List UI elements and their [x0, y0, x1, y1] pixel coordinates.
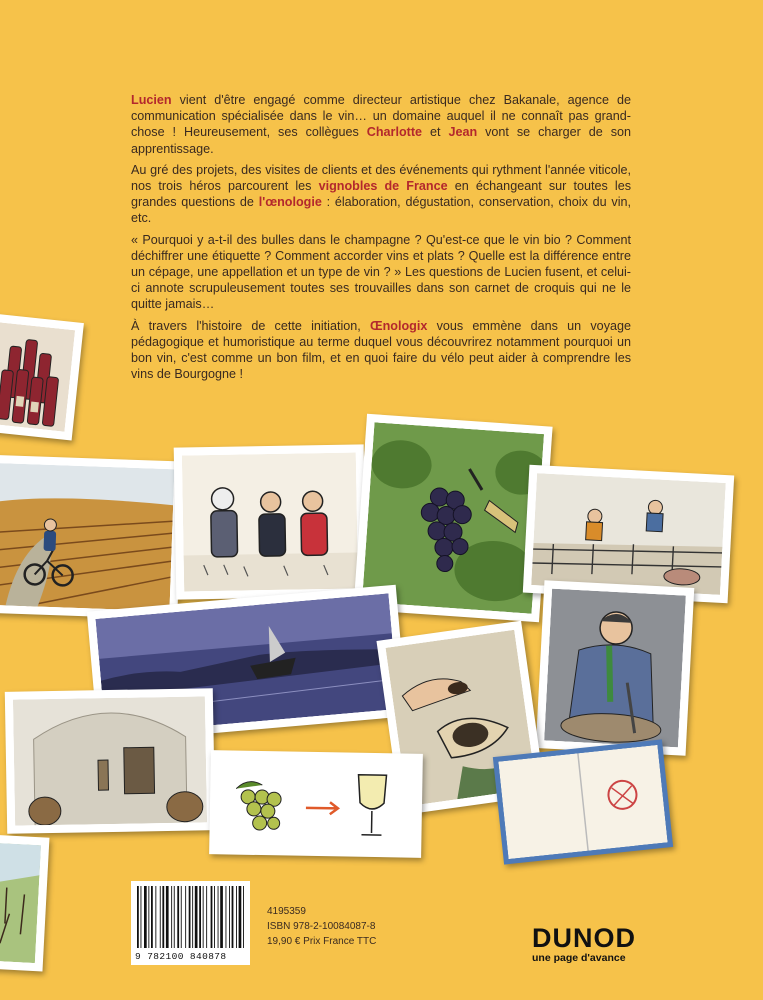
- blurb-paragraph-4: [131, 318, 631, 383]
- blurb-text: vous emmène dans un voyage pédagogique et humoristique au terme duquel vous découvrirez notamment pourquoi un bon vin, c'est comme un bon film, et en quoi faire du vélo peut aider à comprendre les vins de Bourgogne !: [131, 318, 631, 382]
- blurb-text: Au gré des projets, des visites de clients et des événements qui rythment l'année viticole, nos trois héros parcourent les: [131, 162, 631, 194]
- panel-wine-tasting: [174, 444, 367, 599]
- name-charlotte: Charlotte: [366, 125, 423, 140]
- product-reference: 4195359: [267, 906, 306, 917]
- blurb-paragraph-1: [131, 92, 631, 157]
- grape-arrow-glass-illustration: [217, 758, 415, 849]
- orchard-illustration: [0, 843, 41, 963]
- publisher-logo: [532, 923, 636, 964]
- blurb-text: : élaboration, dégustation, conservation, choix du vin, etc.: [131, 195, 631, 226]
- name-jean: Jean: [448, 125, 478, 140]
- panel-orchard: [0, 834, 49, 971]
- panel-wine-bottles: [0, 314, 84, 441]
- panel-wine-cellar: [5, 688, 215, 834]
- tasting-illustration: [182, 452, 358, 591]
- cellar-illustration: [13, 696, 207, 825]
- publisher-tagline: une page d'avance: [532, 952, 626, 964]
- barrel-illustration: [544, 589, 686, 748]
- highlight-oenologie: l'œnologie: [258, 195, 322, 210]
- name-lucien: Lucien: [131, 93, 172, 107]
- panel-cyclist-vineyard: [0, 455, 183, 620]
- blurb-text: vient d'être engagé comme directeur artistique chez Bakanale, agence de communication spécialisée dans le vin… un domaine auquel il ne connaît pas grand-chose ! Heureusement, ses collègues: [131, 93, 631, 140]
- barcode-bars: [136, 886, 245, 948]
- blurb-text: À travers l'histoire de cette initiation,: [131, 318, 371, 333]
- barcode: [131, 881, 250, 965]
- isbn: ISBN 978-2-10084087-8: [267, 921, 376, 932]
- barcode-number: 9 782100 840878: [135, 951, 227, 962]
- panel-notebook: [493, 739, 673, 864]
- book-info: [267, 904, 376, 949]
- cyclist-illustration: [0, 463, 174, 611]
- highlight-vignobles: vignobles de France: [318, 179, 448, 194]
- blurb-paragraph-3: « Pourquoi y a-t-il des bulles dans le champagne ? Qu'est-ce que le vin bio ? Comment déchiffrer une étiquette ? Comment accorder vins et plats ? Quelle est la différence entre un cépage, une appellation et un type de vin ? » Les questions de Lucien fusent, et celui-ci annote scrupuleusement toutes ses trouvailles dans son carnet de croquis qui ne le quitte jamais…: [131, 232, 631, 312]
- blurb-text: en échangeant sur toutes les grandes questions de: [131, 179, 631, 210]
- blurb-paragraph-2: [131, 162, 631, 227]
- publisher-name: DUNOD: [532, 923, 636, 953]
- price: 19,90 € Prix France TTC: [267, 936, 377, 947]
- back-cover-blurb: [131, 92, 631, 387]
- blurb-text: et: [422, 125, 449, 140]
- panel-winemaker-barrel: [536, 580, 695, 756]
- book-title: Œnologix: [370, 318, 428, 333]
- chase-illustration: [531, 473, 726, 595]
- notebook-illustration: [498, 745, 667, 859]
- blurb-text: vont se charger de son apprentissage.: [131, 125, 631, 156]
- panel-grape-to-wine: [209, 750, 423, 858]
- wine-bottles-illustration: [0, 322, 75, 431]
